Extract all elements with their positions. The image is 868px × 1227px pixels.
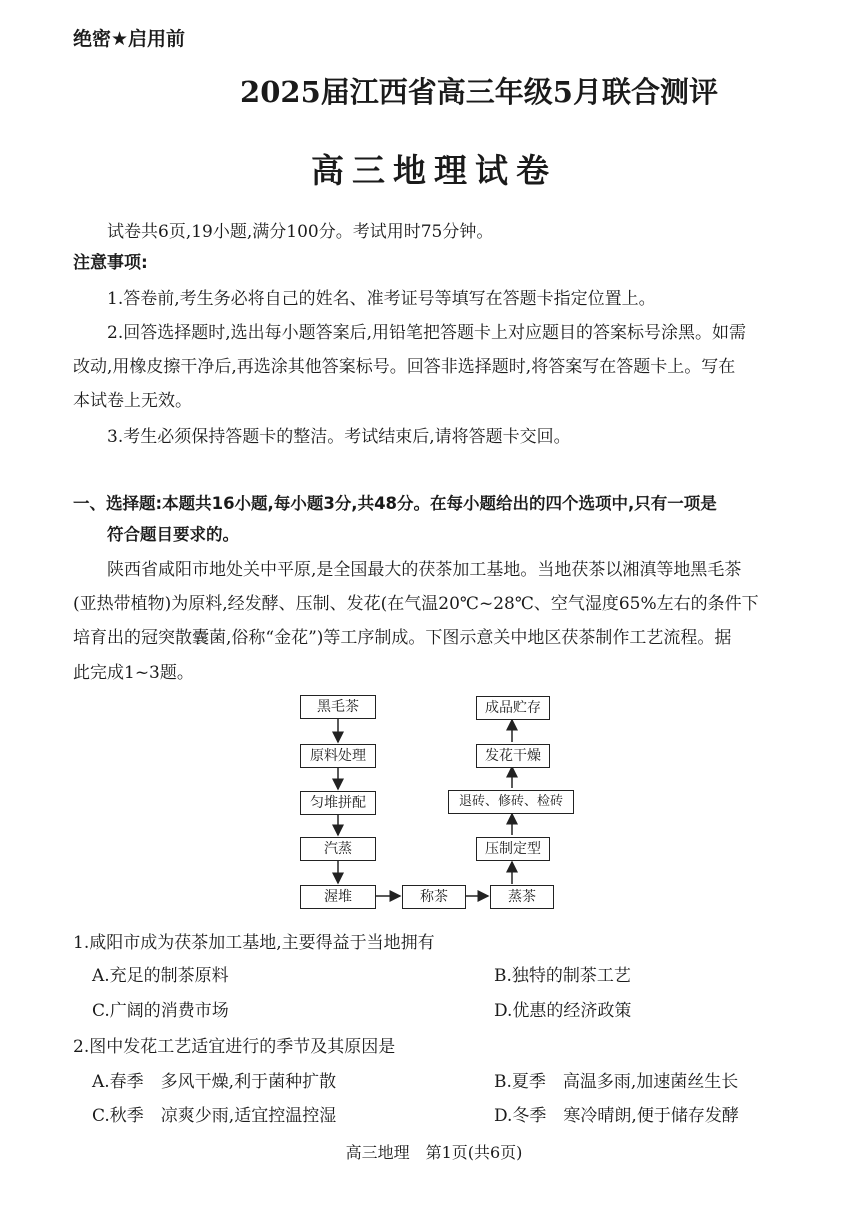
note-2-line-2: 改动,用橡皮擦干净后,再选涂其他答案标号。回答非选择题时,将答案写在答题卡上。写在 [73, 357, 736, 377]
question-2-option-d: D.冬季 寒冷晴朗,便于储存发酵 [494, 1106, 739, 1126]
flow-step-wet-piling: 渥堆 [300, 885, 376, 909]
question-1-stem: 1.咸阳市成为茯茶加工基地,主要得益于当地拥有 [73, 933, 435, 953]
flow-step-brick-finishing: 退砖、修砖、检砖 [448, 790, 574, 814]
flow-step-tea-steaming: 蒸茶 [490, 885, 554, 909]
note-3: 3.考生必须保持答题卡的整洁。考试结束后,请将答题卡交回。 [107, 427, 571, 447]
exam-title: 2025届江西省高三年级5月联合测评 [240, 75, 718, 109]
question-2-option-a: A.春季 多风干燥,利于菌种扩散 [92, 1072, 337, 1092]
passage-line-2: (亚热带植物)为原料,经发酵、压制、发花(在气温20℃~28℃、空气湿度65%左右的条件下 [73, 594, 759, 614]
flow-step-pressing: 压制定型 [476, 837, 550, 861]
note-1: 1.答卷前,考生务必将自己的姓名、准考证号等填写在答题卡指定位置上。 [107, 289, 656, 309]
flow-step-raw-tea: 黑毛茶 [300, 695, 376, 719]
flow-step-steaming: 汽蒸 [300, 837, 376, 861]
confidential-label: 绝密★启用前 [73, 28, 186, 50]
section-heading-line-2: 符合题目要求的。 [107, 525, 239, 544]
question-1-option-d: D.优惠的经济政策 [494, 1001, 632, 1021]
question-1-option-c: C.广阔的消费市场 [92, 1001, 229, 1021]
exam-summary: 试卷共6页,19小题,满分100分。考试用时75分钟。 [107, 222, 494, 242]
flow-step-raw-processing: 原料处理 [300, 744, 376, 768]
exam-subtitle: 高三地理试卷 [311, 151, 557, 190]
question-2-stem: 2.图中发花工艺适宜进行的季节及其原因是 [73, 1037, 396, 1057]
note-2-line-1: 2.回答选择题时,选出每小题答案后,用铅笔把答题卡上对应题目的答案标号涂黑。如需 [107, 323, 747, 343]
section-heading-line-1: 一、选择题:本题共16小题,每小题3分,共48分。在每小题给出的四个选项中,只有一项是 [73, 494, 717, 513]
tea-process-flowchart [290, 690, 563, 915]
question-1-option-b: B.独特的制茶工艺 [494, 966, 631, 986]
flow-step-blending: 匀堆拼配 [300, 791, 376, 815]
question-2-option-c: C.秋季 凉爽少雨,适宜控温控湿 [92, 1106, 337, 1126]
note-2-line-3: 本试卷上无效。 [73, 391, 192, 411]
passage-line-1: 陕西省咸阳市地处关中平原,是全国最大的茯茶加工基地。当地茯茶以湘滇等地黑毛茶 [107, 560, 742, 580]
notes-heading: 注意事项: [73, 253, 148, 273]
question-2-option-b: B.夏季 高温多雨,加速菌丝生长 [494, 1072, 739, 1092]
passage-line-3: 培育出的冠突散囊菌,俗称“金花”)等工序制成。下图示意关中地区茯茶制作工艺流程。据 [73, 628, 732, 648]
flow-step-weighing: 称茶 [402, 885, 466, 909]
flow-step-storage: 成品贮存 [476, 696, 550, 720]
flow-step-fermenting-drying: 发花干燥 [476, 744, 550, 768]
page-footer: 高三地理 第1页(共6页) [345, 1143, 523, 1162]
question-1-option-a: A.充足的制茶原料 [92, 966, 229, 986]
passage-line-4: 此完成1~3题。 [73, 663, 194, 683]
